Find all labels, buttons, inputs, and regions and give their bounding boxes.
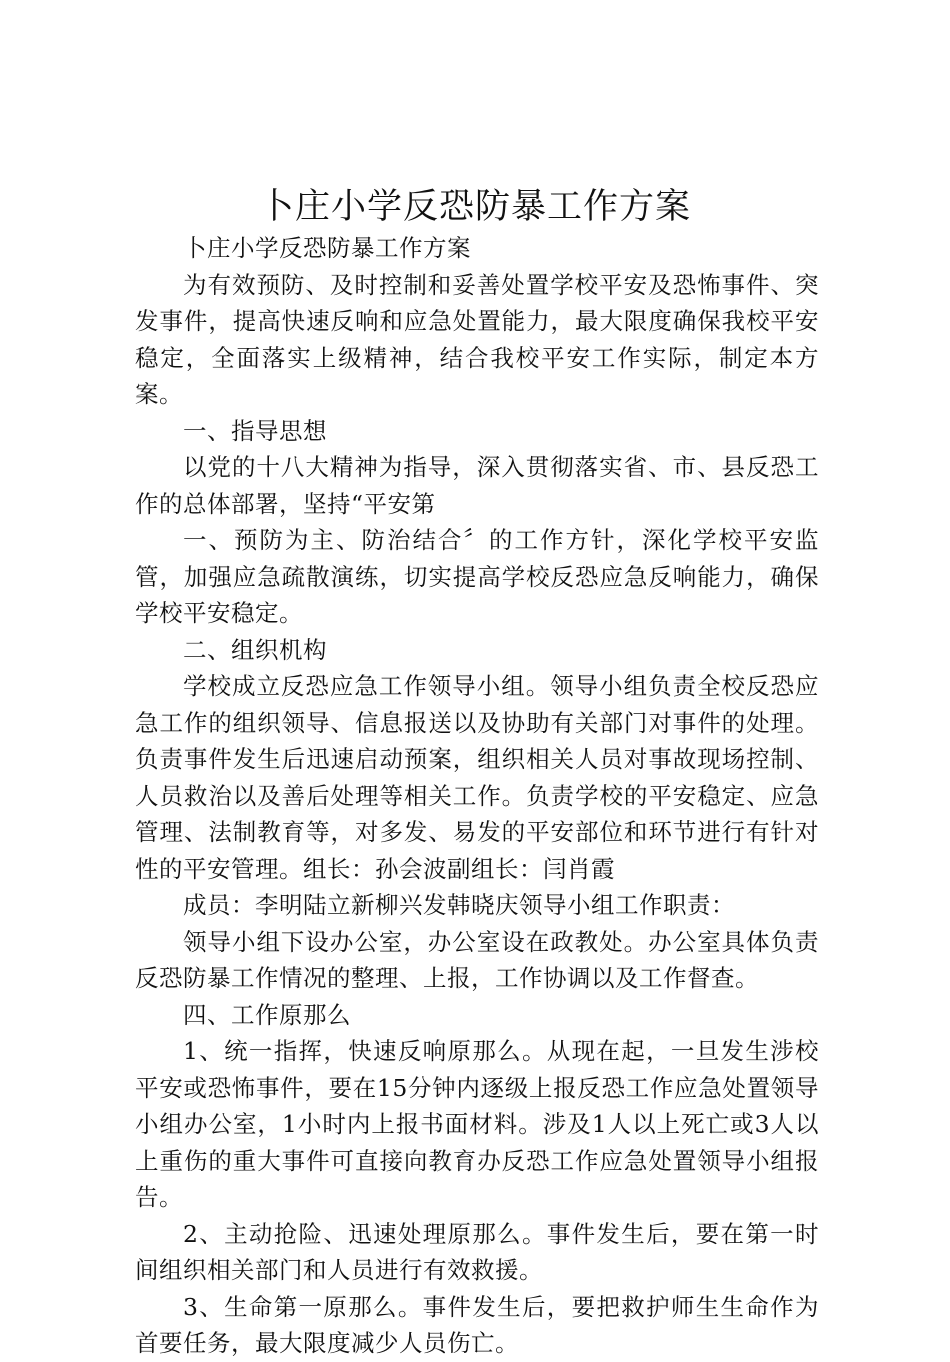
paragraph-intro: 为有效预防、及时控制和妥善处置学校平安及恐怖事件、突发事件，提高快速反响和应急处置能力，最大限度确保我校平安稳定，全面落实上级精神，结合我校平安工作实际，制定本方案。 — [135, 270, 819, 408]
section-heading-principles: 四、工作原那么 — [183, 1000, 351, 1029]
paragraph-guiding-policy: 一、预防为主、防治结合〞的工作方针，深化学校平安监管，加强应急疏散演练，切实提高学校反恐应急反响能力，确保学校平安稳定。 — [135, 526, 819, 627]
paragraph-guiding-ideology: 以党的十八大精神为指导，深入贯彻落实省、市、县反恐工作的总体部署，坚持“平安第 — [135, 453, 819, 518]
section-heading-guiding-ideology: 一、指导思想 — [183, 416, 327, 445]
paragraph-principle-3: 3、生命第一原那么。事件发生后，要把救护师生生命作为首要任务，最大限度减少人员伤亡。 — [135, 1292, 819, 1357]
document-title: 卜庄小学反恐防暴工作方案 — [258, 187, 691, 227]
paragraph-members: 成员：李明陆立新柳兴发韩晓庆领导小组工作职责： — [183, 891, 735, 919]
paragraph-subtitle: 卜庄小学反恐防暴工作方案 — [183, 234, 471, 262]
document-body — [135, 230, 819, 1362]
paragraph-principle-2: 2、主动抢险、迅速处理原那么。事件发生后，要在第一时间组织相关部门和人员进行有效救援。 — [135, 1219, 819, 1284]
paragraph-principle-1: 1、统一指挥，快速反响原那么。从现在起，一旦发生涉校平安或恐怖事件，要在15分钟内逐级上报反恐工作应急处置领导小组办公室，1小时内上报书面材料。涉及1人以上死亡或3人以上重伤的重大事件可直接向教育办反恐工作应急处置领导小组报告。 — [135, 1037, 819, 1211]
paragraph-organization: 学校成立反恐应急工作领导小组。领导小组负责全校反恐应急工作的组织领导、信息报送以及协助有关部门对事件的处理。负责事件发生后迅速启动预案，组织相关人员对事故现场控制、人员救治以及善后处理等相关工作。负责学校的平安稳定、应急管理、法制教育等，对多发、易发的平安部位和环节进行有针对性的平安管理。组长：孙会波副组长：闫肖霞 — [135, 672, 819, 883]
paragraph-office: 领导小组下设办公室，办公室设在政教处。办公室具体负责反恐防暴工作情况的整理、上报，工作协调以及工作督查。 — [135, 927, 819, 992]
section-heading-organization: 二、组织机构 — [183, 635, 327, 664]
